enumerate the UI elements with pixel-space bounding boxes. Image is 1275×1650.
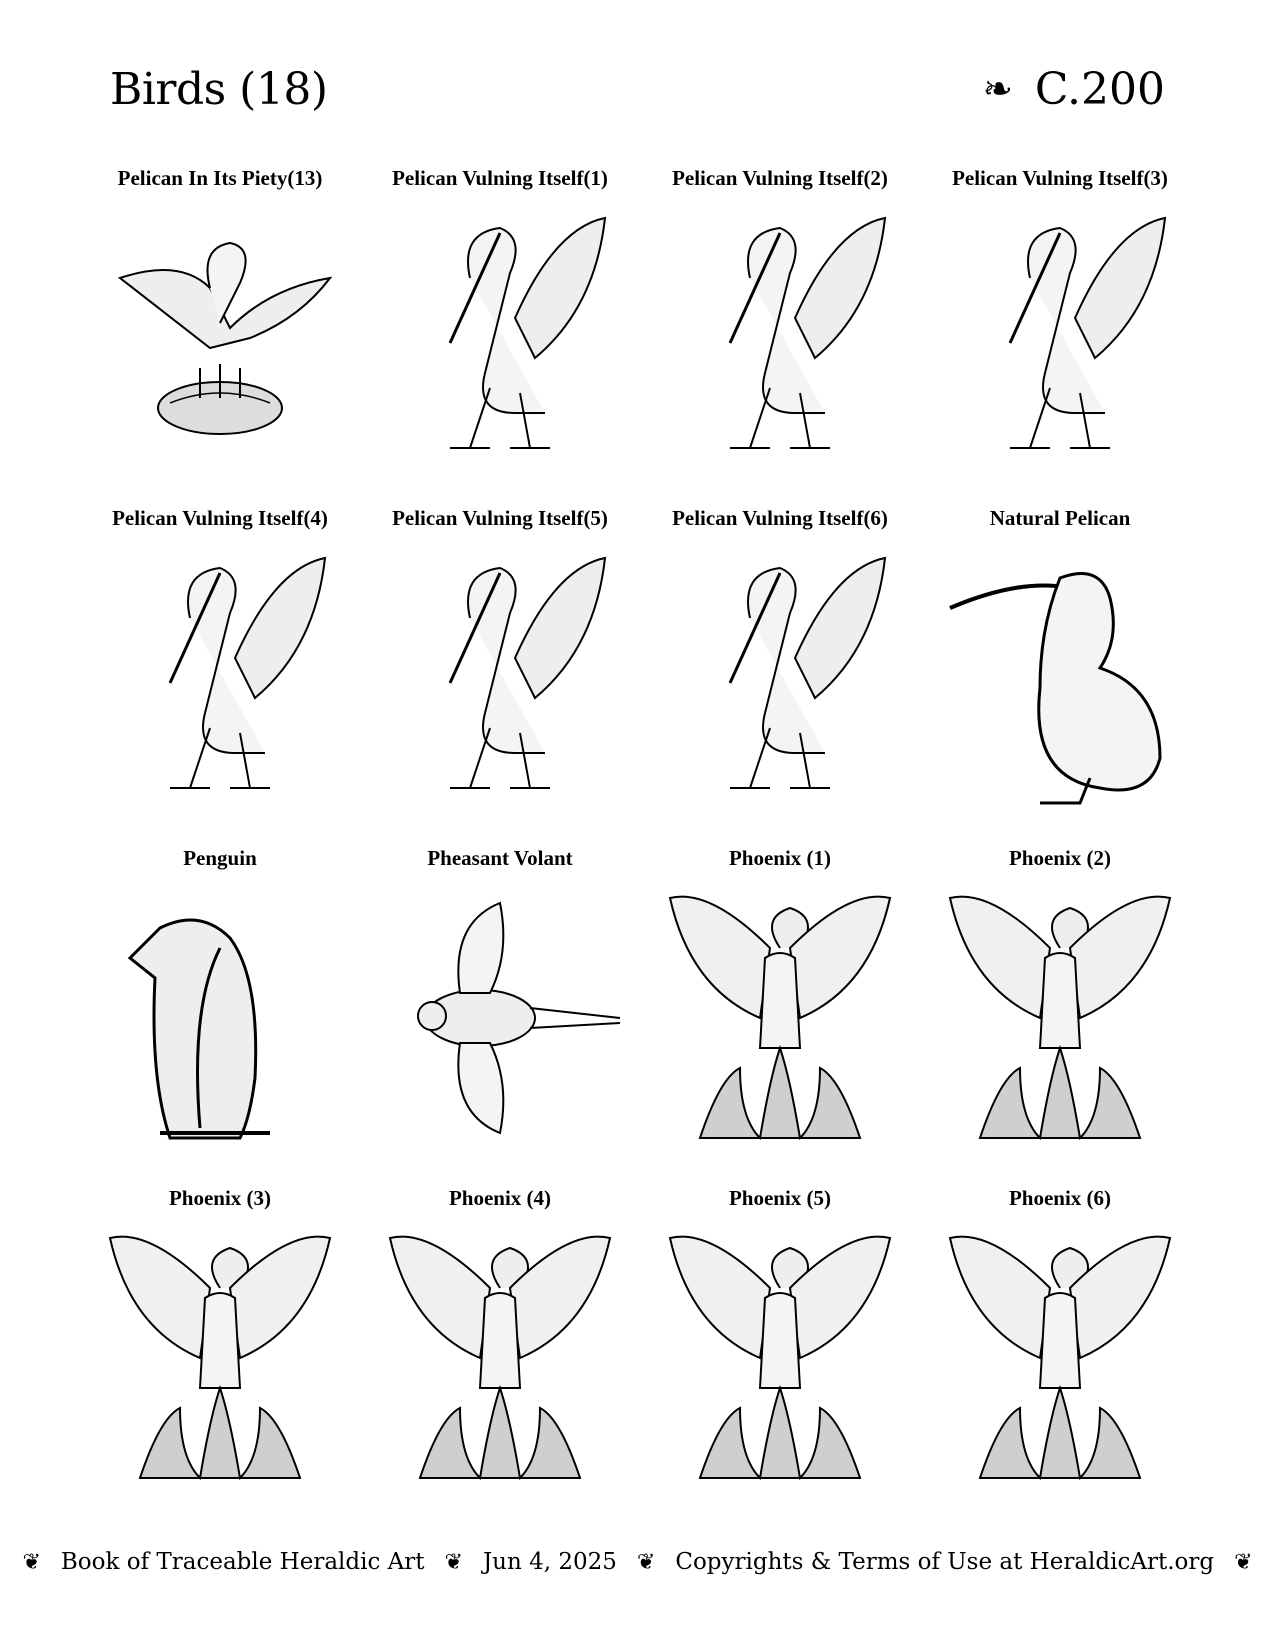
pheasant-volant-icon <box>380 888 620 1148</box>
bird-caption <box>920 828 1200 888</box>
bird-caption <box>80 1168 360 1228</box>
bird-entry <box>360 480 640 820</box>
fleuron-icon: ❦ <box>636 1549 656 1575</box>
phoenix-icon <box>380 1228 620 1488</box>
bird-name: Pelican Vulning Itself <box>112 505 304 530</box>
fleuron-icon: ❦ <box>444 1549 463 1575</box>
bird-name: Phoenix (5) <box>728 1185 832 1210</box>
bird-entry <box>360 140 640 480</box>
footer-book-title: Book of Traceable Heraldic Art <box>60 1549 425 1575</box>
phoenix-icon <box>940 1228 1180 1488</box>
bird-caption <box>920 148 1200 208</box>
bird-number: (1) <box>583 165 608 190</box>
bird-name: Phoenix (6) <box>1008 1185 1112 1210</box>
bird-name: Phoenix (1) <box>728 845 832 870</box>
bird-entry <box>920 820 1200 1160</box>
bird-number: (6) <box>863 505 888 530</box>
bird-name: Phoenix (3) <box>168 1185 272 1210</box>
bird-number: (5) <box>583 505 608 530</box>
page-title: Birds (18) <box>110 64 328 115</box>
bird-entry <box>920 140 1200 480</box>
bird-caption <box>640 148 920 208</box>
leaf-ornament-icon: ❧ <box>982 69 1013 110</box>
bird-caption <box>640 828 920 888</box>
bird-name: Pelican In Its Piety <box>117 165 288 190</box>
phoenix-icon <box>940 888 1180 1148</box>
bird-number: (3) <box>1143 165 1168 190</box>
bird-name: Phoenix (2) <box>1008 845 1112 870</box>
bird-caption <box>360 148 640 208</box>
pelican-vulning-icon <box>380 548 620 808</box>
bird-name: Pelican Vulning Itself <box>672 165 864 190</box>
bird-entry <box>360 820 640 1160</box>
bird-name: Pelican Vulning Itself <box>392 165 584 190</box>
bird-caption <box>80 488 360 548</box>
bird-name: Natural Pelican <box>989 505 1131 530</box>
bird-number: (13) <box>287 165 323 190</box>
fleuron-icon: ❦ <box>1234 1549 1253 1575</box>
bird-caption <box>80 828 360 888</box>
page-code-label: C.200 <box>1034 64 1165 115</box>
bird-entry <box>920 480 1200 820</box>
bird-caption <box>640 488 920 548</box>
bird-entry <box>640 140 920 480</box>
bird-caption <box>920 1168 1200 1228</box>
bird-entry <box>80 480 360 820</box>
bird-name: Pelican Vulning Itself <box>672 505 864 530</box>
footer-copyright: Copyrights & Terms of Use at HeraldicArt.org <box>675 1549 1215 1575</box>
pelican-vulning-icon <box>660 548 900 808</box>
bird-caption <box>360 488 640 548</box>
phoenix-icon <box>660 888 900 1148</box>
bird-number: (4) <box>303 505 328 530</box>
bird-entry <box>640 480 920 820</box>
fleuron-icon: ❦ <box>22 1549 41 1575</box>
bird-name: Pelican Vulning Itself <box>952 165 1144 190</box>
phoenix-icon <box>100 1228 340 1488</box>
bird-caption <box>920 488 1200 548</box>
bird-entry <box>80 1160 360 1500</box>
page-code <box>983 64 1165 115</box>
page-footer <box>0 1542 1275 1582</box>
bird-name: Penguin <box>183 845 257 870</box>
bird-entry <box>360 1160 640 1500</box>
penguin-icon <box>100 888 340 1148</box>
bird-caption <box>360 828 640 888</box>
bird-entry <box>640 820 920 1160</box>
bird-caption <box>80 148 360 208</box>
bird-caption <box>360 1168 640 1228</box>
natural-pelican-icon <box>940 548 1180 808</box>
footer-date: Jun 4, 2025 <box>482 1549 617 1575</box>
bird-number: (2) <box>863 165 888 190</box>
bird-entry <box>640 1160 920 1500</box>
pelican-vulning-icon <box>380 208 620 468</box>
phoenix-icon <box>660 1228 900 1488</box>
bird-grid <box>80 140 1200 1500</box>
bird-caption <box>640 1168 920 1228</box>
pelican-vulning-icon <box>100 548 340 808</box>
bird-name: Phoenix (4) <box>448 1185 552 1210</box>
pelican-in-its-piety-icon <box>100 208 340 468</box>
bird-name: Pelican Vulning Itself <box>392 505 584 530</box>
bird-name: Pheasant Volant <box>427 845 573 870</box>
bird-entry <box>920 1160 1200 1500</box>
pelican-vulning-icon <box>940 208 1180 468</box>
bird-entry <box>80 820 360 1160</box>
bird-entry <box>80 140 360 480</box>
pelican-vulning-icon <box>660 208 900 468</box>
